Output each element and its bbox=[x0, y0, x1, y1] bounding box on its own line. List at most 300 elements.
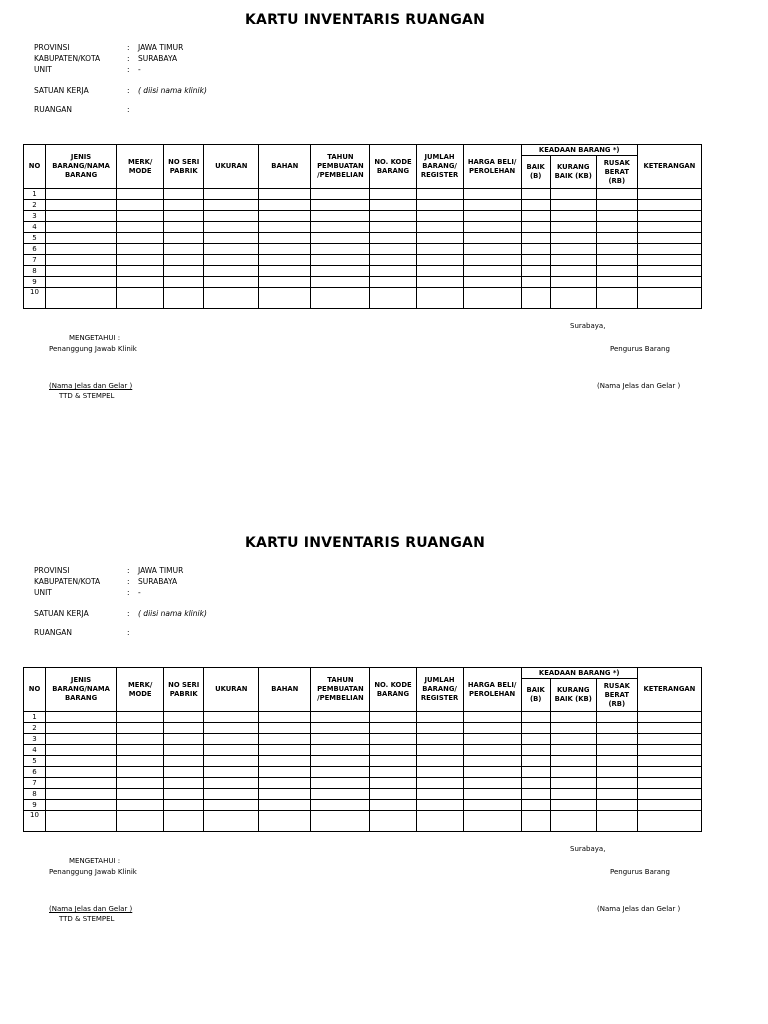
table-cell bbox=[204, 255, 259, 266]
info-value: JAWA TIMUR bbox=[138, 43, 184, 52]
table-cell bbox=[463, 811, 521, 832]
table-cell bbox=[550, 255, 596, 266]
table-cell bbox=[117, 233, 164, 244]
table-cell bbox=[463, 778, 521, 789]
table-cell bbox=[521, 189, 550, 200]
table-cell bbox=[204, 712, 259, 723]
header-kurang-baik: KURANG BAIK (KB) bbox=[550, 156, 596, 189]
table-row bbox=[24, 200, 702, 211]
stamp-label: TTD & STEMPEL bbox=[59, 915, 115, 923]
row-number: 4 bbox=[24, 222, 46, 233]
table-cell bbox=[550, 712, 596, 723]
table-cell bbox=[117, 778, 164, 789]
table-row bbox=[24, 266, 702, 277]
table-cell bbox=[204, 222, 259, 233]
table-cell bbox=[370, 266, 416, 277]
table-cell bbox=[637, 189, 701, 200]
table-cell bbox=[46, 277, 117, 288]
table-cell bbox=[521, 734, 550, 745]
table-cell bbox=[637, 233, 701, 244]
table-cell bbox=[416, 222, 463, 233]
table-row bbox=[24, 800, 702, 811]
table-cell bbox=[259, 767, 311, 778]
info-value: - bbox=[138, 588, 141, 597]
table-cell bbox=[370, 211, 416, 222]
info-label: SATUAN KERJA bbox=[34, 609, 89, 618]
table-cell bbox=[416, 277, 463, 288]
row-number: 6 bbox=[24, 767, 46, 778]
table-cell bbox=[463, 767, 521, 778]
left-role: Penanggung Jawab Klinik bbox=[49, 345, 137, 353]
table-cell bbox=[164, 778, 204, 789]
table-cell bbox=[370, 778, 416, 789]
table-cell bbox=[550, 723, 596, 734]
table-cell bbox=[311, 200, 370, 211]
table-cell bbox=[370, 233, 416, 244]
table-cell bbox=[521, 723, 550, 734]
info-label: UNIT bbox=[34, 588, 52, 597]
table-cell bbox=[46, 189, 117, 200]
table-cell bbox=[596, 723, 637, 734]
table-cell bbox=[463, 211, 521, 222]
table-cell bbox=[117, 222, 164, 233]
table-cell bbox=[416, 800, 463, 811]
table-row bbox=[24, 767, 702, 778]
table-cell bbox=[596, 266, 637, 277]
table-cell bbox=[46, 723, 117, 734]
table-cell bbox=[521, 211, 550, 222]
table-cell bbox=[46, 756, 117, 767]
table-cell bbox=[521, 789, 550, 800]
header-rusak-berat: RUSAK BERAT (RB) bbox=[596, 156, 637, 189]
table-cell bbox=[416, 288, 463, 309]
table-cell bbox=[370, 244, 416, 255]
table-cell bbox=[596, 745, 637, 756]
table-cell bbox=[117, 734, 164, 745]
info-separator: : bbox=[127, 628, 130, 637]
right-name-placeholder: (Nama Jelas dan Gelar ) bbox=[597, 382, 681, 390]
table-cell bbox=[164, 266, 204, 277]
table-cell bbox=[204, 233, 259, 244]
table-cell bbox=[164, 767, 204, 778]
header-kode: NO. KODE BARANG bbox=[370, 668, 416, 712]
table-cell bbox=[637, 767, 701, 778]
table-cell bbox=[204, 778, 259, 789]
table-cell bbox=[596, 200, 637, 211]
city-date: Surabaya, bbox=[570, 322, 606, 330]
table-cell bbox=[204, 200, 259, 211]
table-cell bbox=[204, 734, 259, 745]
table-cell bbox=[204, 189, 259, 200]
table-cell bbox=[164, 745, 204, 756]
info-separator: : bbox=[127, 65, 130, 74]
table-cell bbox=[311, 712, 370, 723]
header-no: NO bbox=[24, 145, 46, 189]
table-cell bbox=[117, 200, 164, 211]
table-cell bbox=[117, 189, 164, 200]
table-cell bbox=[46, 800, 117, 811]
table-cell bbox=[416, 244, 463, 255]
table-cell bbox=[311, 255, 370, 266]
table-cell bbox=[637, 288, 701, 309]
table-cell bbox=[370, 789, 416, 800]
table-cell bbox=[164, 200, 204, 211]
table-cell bbox=[46, 255, 117, 266]
row-number: 8 bbox=[24, 266, 46, 277]
table-cell bbox=[637, 811, 701, 832]
header-jenis-barang: JENIS BARANG/NAMA BARANG bbox=[46, 145, 117, 189]
row-number: 2 bbox=[24, 723, 46, 734]
header-merk: MERK/ MODE bbox=[117, 145, 164, 189]
info-label: SATUAN KERJA bbox=[34, 86, 89, 95]
table-cell bbox=[416, 255, 463, 266]
info-value: ( diisi nama klinik) bbox=[138, 86, 207, 95]
row-number: 3 bbox=[24, 211, 46, 222]
table-cell bbox=[164, 756, 204, 767]
table-cell bbox=[463, 266, 521, 277]
table-cell bbox=[550, 288, 596, 309]
table-cell bbox=[204, 789, 259, 800]
table-cell bbox=[370, 745, 416, 756]
table-cell bbox=[550, 767, 596, 778]
table-row bbox=[24, 189, 702, 200]
info-separator: : bbox=[127, 54, 130, 63]
table-cell bbox=[463, 277, 521, 288]
table-cell bbox=[550, 745, 596, 756]
table-cell bbox=[637, 244, 701, 255]
table-cell bbox=[259, 200, 311, 211]
table-cell bbox=[596, 811, 637, 832]
table-cell bbox=[46, 222, 117, 233]
table-cell bbox=[370, 277, 416, 288]
info-label: RUANGAN bbox=[34, 105, 72, 114]
table-cell bbox=[637, 222, 701, 233]
header-kurang-baik: KURANG BAIK (KB) bbox=[550, 679, 596, 712]
table-cell bbox=[117, 211, 164, 222]
table-cell bbox=[596, 712, 637, 723]
table-cell bbox=[204, 244, 259, 255]
table-cell bbox=[596, 778, 637, 789]
header-baik: BAIK (B) bbox=[521, 679, 550, 712]
table-cell bbox=[463, 233, 521, 244]
info-label: KABUPATEN/KOTA bbox=[34, 54, 101, 63]
table-cell bbox=[117, 767, 164, 778]
table-cell bbox=[463, 712, 521, 723]
table-cell bbox=[596, 277, 637, 288]
table-cell bbox=[164, 244, 204, 255]
info-separator: : bbox=[127, 43, 130, 52]
table-row bbox=[24, 778, 702, 789]
table-cell bbox=[164, 811, 204, 832]
info-separator: : bbox=[127, 577, 130, 586]
table-cell bbox=[311, 811, 370, 832]
table-cell bbox=[164, 277, 204, 288]
table-row bbox=[24, 233, 702, 244]
header-keadaan: KEADAAN BARANG *) bbox=[521, 668, 637, 679]
table-cell bbox=[259, 255, 311, 266]
inventory-card-2 bbox=[0, 523, 768, 943]
table-cell bbox=[204, 756, 259, 767]
table-cell bbox=[550, 778, 596, 789]
table-cell bbox=[370, 200, 416, 211]
table-cell bbox=[311, 277, 370, 288]
table-cell bbox=[46, 778, 117, 789]
table-cell bbox=[596, 222, 637, 233]
row-number: 7 bbox=[24, 255, 46, 266]
table-cell bbox=[596, 800, 637, 811]
table-row bbox=[24, 811, 702, 832]
table-cell bbox=[521, 811, 550, 832]
table-cell bbox=[637, 211, 701, 222]
table-cell bbox=[550, 189, 596, 200]
table-cell bbox=[311, 189, 370, 200]
table-row bbox=[24, 288, 702, 309]
table-cell bbox=[463, 745, 521, 756]
table-cell bbox=[463, 800, 521, 811]
table-cell bbox=[463, 255, 521, 266]
table-cell bbox=[46, 211, 117, 222]
card-title: KARTU INVENTARIS RUANGAN bbox=[244, 12, 486, 28]
table-cell bbox=[164, 789, 204, 800]
table-cell bbox=[204, 211, 259, 222]
header-no-seri: NO SERI PABRIK bbox=[164, 145, 204, 189]
table-cell bbox=[416, 778, 463, 789]
info-label: KABUPATEN/KOTA bbox=[34, 577, 101, 586]
table-cell bbox=[311, 222, 370, 233]
table-cell bbox=[117, 789, 164, 800]
table-cell bbox=[463, 288, 521, 309]
table-cell bbox=[416, 211, 463, 222]
table-cell bbox=[416, 789, 463, 800]
table-cell bbox=[259, 277, 311, 288]
table-cell bbox=[117, 723, 164, 734]
table-cell bbox=[463, 222, 521, 233]
table-cell bbox=[311, 789, 370, 800]
table-cell bbox=[259, 244, 311, 255]
table-cell bbox=[259, 288, 311, 309]
table-cell bbox=[117, 244, 164, 255]
card-title: KARTU INVENTARIS RUANGAN bbox=[244, 535, 486, 551]
table-cell bbox=[521, 756, 550, 767]
header-ukuran: UKURAN bbox=[204, 668, 259, 712]
table-cell bbox=[117, 277, 164, 288]
header-kode: NO. KODE BARANG bbox=[370, 145, 416, 189]
table-cell bbox=[416, 200, 463, 211]
row-number: 3 bbox=[24, 734, 46, 745]
table-cell bbox=[259, 745, 311, 756]
header-baik: BAIK (B) bbox=[521, 156, 550, 189]
header-tahun: TAHUN PEMBUATAN /PEMBELIAN bbox=[311, 145, 370, 189]
table-cell bbox=[416, 189, 463, 200]
header-harga: HARGA BELI/ PEROLEHAN bbox=[463, 145, 521, 189]
mengetahui-label: MENGETAHUI : bbox=[69, 334, 121, 342]
table-cell bbox=[117, 288, 164, 309]
table-cell bbox=[204, 723, 259, 734]
info-value: SURABAYA bbox=[138, 577, 178, 586]
left-name-placeholder: (Nama Jelas dan Gelar ) bbox=[49, 905, 133, 913]
table-cell bbox=[416, 756, 463, 767]
table-cell bbox=[259, 800, 311, 811]
table-cell bbox=[416, 745, 463, 756]
table-cell bbox=[311, 211, 370, 222]
table-cell bbox=[550, 244, 596, 255]
row-number: 7 bbox=[24, 778, 46, 789]
table-cell bbox=[550, 734, 596, 745]
header-merk: MERK/ MODE bbox=[117, 668, 164, 712]
table-cell bbox=[164, 222, 204, 233]
header-harga: HARGA BELI/ PEROLEHAN bbox=[463, 668, 521, 712]
info-value: SURABAYA bbox=[138, 54, 178, 63]
table-row bbox=[24, 211, 702, 222]
table-cell bbox=[259, 222, 311, 233]
table-cell bbox=[596, 244, 637, 255]
table-cell bbox=[164, 189, 204, 200]
table-cell bbox=[416, 233, 463, 244]
table-cell bbox=[463, 244, 521, 255]
table-cell bbox=[463, 189, 521, 200]
table-cell bbox=[46, 244, 117, 255]
inventory-table bbox=[23, 667, 702, 832]
table-cell bbox=[370, 712, 416, 723]
table-cell bbox=[637, 255, 701, 266]
table-cell bbox=[416, 712, 463, 723]
table-row bbox=[24, 712, 702, 723]
table-cell bbox=[204, 745, 259, 756]
table-cell bbox=[204, 277, 259, 288]
table-cell bbox=[370, 723, 416, 734]
table-cell bbox=[550, 756, 596, 767]
table-cell bbox=[521, 745, 550, 756]
table-cell bbox=[637, 756, 701, 767]
info-label: PROVINSI bbox=[34, 566, 70, 575]
table-cell bbox=[311, 233, 370, 244]
table-cell bbox=[637, 800, 701, 811]
header-keterangan: KETERANGAN bbox=[637, 145, 701, 189]
table-cell bbox=[550, 211, 596, 222]
info-value: JAWA TIMUR bbox=[138, 566, 184, 575]
table-cell bbox=[370, 767, 416, 778]
table-cell bbox=[521, 233, 550, 244]
table-cell bbox=[370, 811, 416, 832]
header-keterangan: KETERANGAN bbox=[637, 668, 701, 712]
row-number: 4 bbox=[24, 745, 46, 756]
table-cell bbox=[117, 255, 164, 266]
table-cell bbox=[521, 800, 550, 811]
table-cell bbox=[259, 789, 311, 800]
table-cell bbox=[46, 811, 117, 832]
header-no: NO bbox=[24, 668, 46, 712]
left-role: Penanggung Jawab Klinik bbox=[49, 868, 137, 876]
stamp-label: TTD & STEMPEL bbox=[59, 392, 115, 400]
row-number: 9 bbox=[24, 277, 46, 288]
table-row bbox=[24, 745, 702, 756]
header-bahan: BAHAN bbox=[259, 145, 311, 189]
table-cell bbox=[521, 288, 550, 309]
table-cell bbox=[637, 200, 701, 211]
info-label: UNIT bbox=[34, 65, 52, 74]
info-separator: : bbox=[127, 105, 130, 114]
table-cell bbox=[596, 767, 637, 778]
table-cell bbox=[637, 745, 701, 756]
table-row bbox=[24, 723, 702, 734]
table-cell bbox=[46, 266, 117, 277]
table-cell bbox=[259, 734, 311, 745]
table-cell bbox=[117, 811, 164, 832]
table-cell bbox=[637, 266, 701, 277]
table-cell bbox=[46, 745, 117, 756]
table-cell bbox=[550, 222, 596, 233]
table-cell bbox=[550, 800, 596, 811]
table-cell bbox=[521, 266, 550, 277]
table-cell bbox=[550, 789, 596, 800]
table-cell bbox=[259, 756, 311, 767]
table-cell bbox=[550, 233, 596, 244]
table-cell bbox=[521, 778, 550, 789]
table-cell bbox=[204, 800, 259, 811]
table-cell bbox=[596, 233, 637, 244]
table-cell bbox=[46, 200, 117, 211]
table-cell bbox=[416, 767, 463, 778]
table-cell bbox=[46, 734, 117, 745]
table-cell bbox=[311, 778, 370, 789]
table-cell bbox=[463, 200, 521, 211]
row-number: 2 bbox=[24, 200, 46, 211]
table-cell bbox=[259, 712, 311, 723]
info-value: ( diisi nama klinik) bbox=[138, 609, 207, 618]
table-row bbox=[24, 789, 702, 800]
inventory-card-1 bbox=[0, 0, 768, 420]
table-cell bbox=[311, 800, 370, 811]
table-cell bbox=[164, 723, 204, 734]
table-cell bbox=[637, 277, 701, 288]
table-cell bbox=[164, 734, 204, 745]
city-date: Surabaya, bbox=[570, 845, 606, 853]
table-cell bbox=[550, 266, 596, 277]
row-number: 1 bbox=[24, 712, 46, 723]
table-cell bbox=[259, 811, 311, 832]
info-separator: : bbox=[127, 566, 130, 575]
table-cell bbox=[463, 756, 521, 767]
table-cell bbox=[117, 712, 164, 723]
header-no-seri: NO SERI PABRIK bbox=[164, 668, 204, 712]
table-cell bbox=[637, 723, 701, 734]
table-row bbox=[24, 244, 702, 255]
header-keadaan: KEADAAN BARANG *) bbox=[521, 145, 637, 156]
table-cell bbox=[596, 255, 637, 266]
table-row bbox=[24, 277, 702, 288]
table-cell bbox=[416, 723, 463, 734]
header-jumlah: JUMLAH BARANG/ REGISTER bbox=[416, 668, 463, 712]
table-cell bbox=[259, 211, 311, 222]
inventory-table bbox=[23, 144, 702, 309]
table-cell bbox=[46, 288, 117, 309]
table-cell bbox=[311, 288, 370, 309]
table-cell bbox=[259, 233, 311, 244]
table-row bbox=[24, 756, 702, 767]
table-cell bbox=[521, 244, 550, 255]
table-cell bbox=[637, 712, 701, 723]
table-cell bbox=[46, 767, 117, 778]
table-cell bbox=[311, 767, 370, 778]
table-cell bbox=[521, 222, 550, 233]
table-cell bbox=[46, 789, 117, 800]
table-cell bbox=[311, 734, 370, 745]
table-cell bbox=[550, 277, 596, 288]
table-cell bbox=[521, 712, 550, 723]
table-cell bbox=[311, 723, 370, 734]
table-row bbox=[24, 222, 702, 233]
header-jenis-barang: JENIS BARANG/NAMA BARANG bbox=[46, 668, 117, 712]
